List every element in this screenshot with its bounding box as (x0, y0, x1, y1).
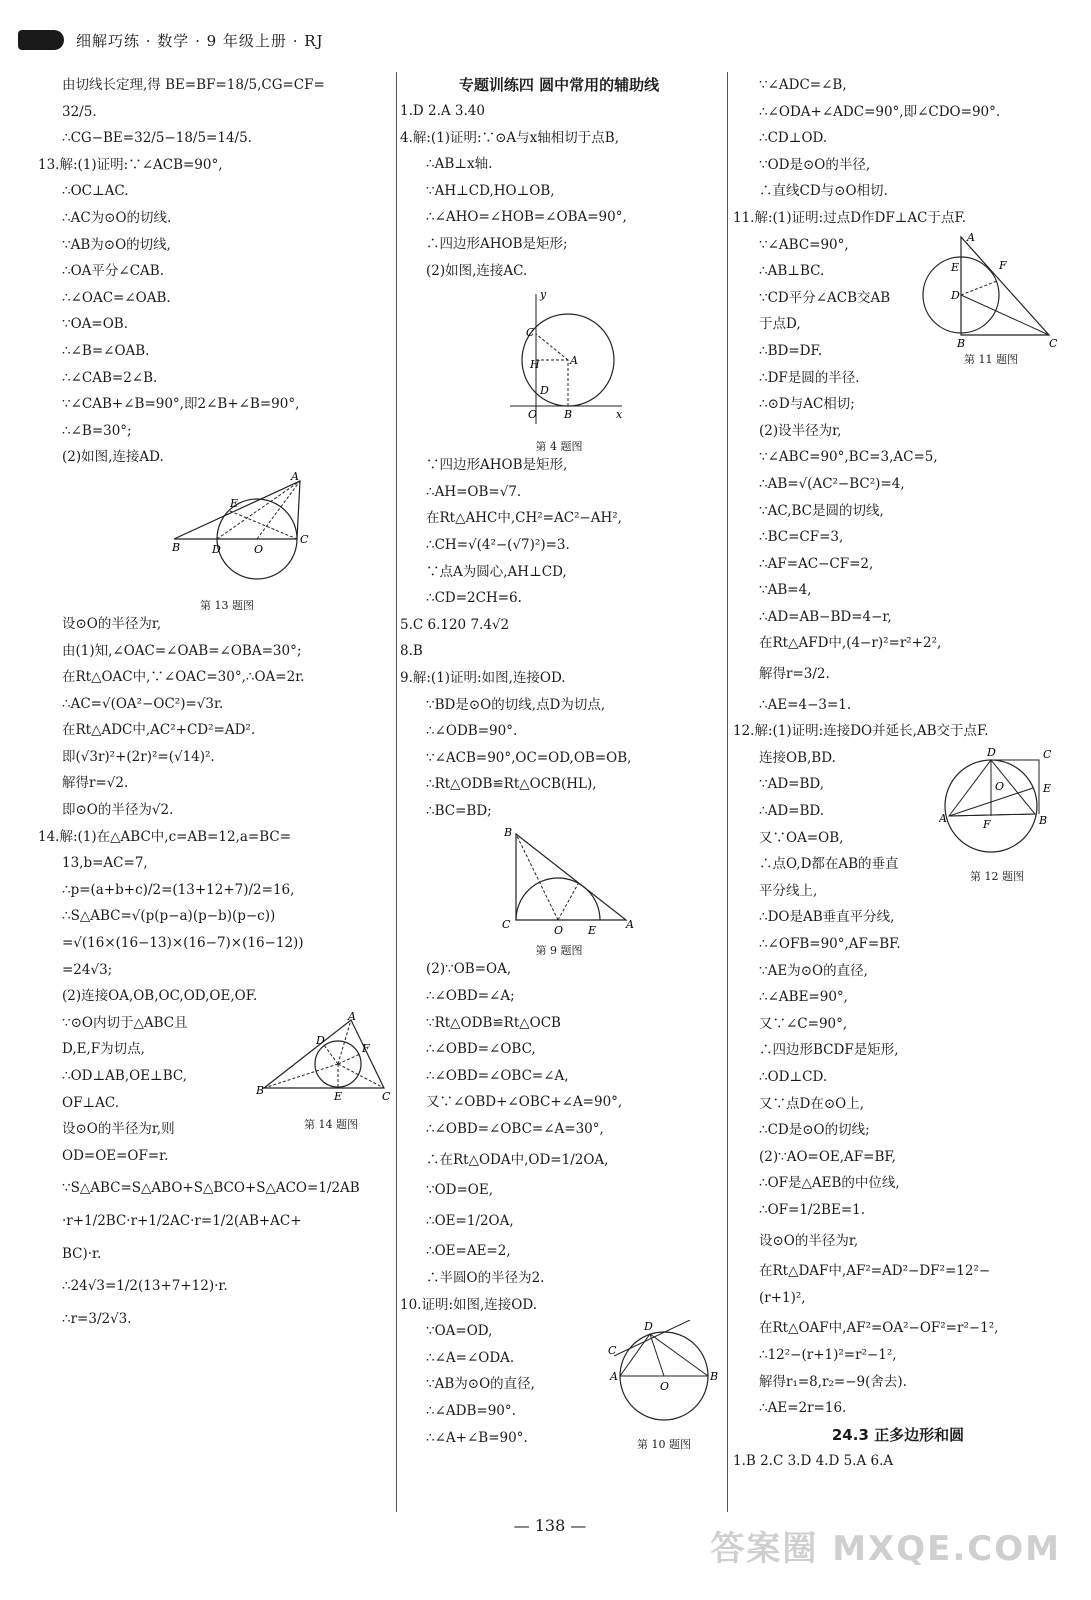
text-line: ∴BC=BD; (426, 802, 492, 819)
figure-10-diagram (600, 1320, 718, 1428)
text-line: ∴OC⊥AC. (62, 183, 129, 200)
text-line: ∴∠ODA+∠ADC=90°,即∠CDO=90°. (759, 103, 1001, 120)
figure-label: D (951, 288, 960, 302)
text-line: ∵点A为圆心,AH⊥CD, (426, 563, 567, 580)
text-line: ∴OF是△AEB的中位线, (759, 1175, 900, 1192)
text-line: 14.解:(1)在△ABC中,c=AB=12,a=BC= (38, 828, 292, 845)
text-line: ∴BD=DF. (759, 342, 823, 359)
header-title: 细解巧练 · 数学 · 9 年级上册 · RJ (76, 31, 324, 50)
figure-12-diagram (939, 744, 1063, 856)
text-line: ∵OD=OE, (426, 1182, 494, 1199)
figure-label: A (570, 354, 578, 368)
figure-label: O (528, 408, 538, 422)
text-line: ∴∠OBD=∠A; (426, 988, 515, 1005)
text-line: ∵OD是⊙O的半径, (759, 156, 871, 173)
text-line: ∵AB为⊙O的切线, (62, 236, 171, 253)
text-line: 在Rt△OAC中,∵∠OAC=30°,∴OA=2r. (62, 669, 305, 686)
text-line: ∴∠B=30°; (62, 422, 132, 439)
text-line: 又∵OA=OB, (759, 829, 844, 846)
text-line: 在Rt△OAF中,AF²=OA²−OF²=r²−1², (759, 1320, 999, 1337)
column-divider (396, 72, 397, 1512)
figure-label: A (939, 812, 947, 826)
problem-14-block (62, 1010, 392, 1143)
figure-4-diagram (400, 284, 718, 434)
figure-label: C (382, 1089, 391, 1103)
figure-label: F (983, 818, 991, 832)
header (18, 26, 324, 54)
text-line: =24√3; (62, 961, 113, 978)
figure-label: C (502, 918, 511, 932)
text-line: ∴DF是圆的半径. (759, 369, 860, 386)
figure-label: O (660, 1379, 670, 1393)
text-line: 又∵∠C=90°, (759, 1015, 848, 1032)
watermark: 答案圈 MXQE.COM (710, 1529, 1061, 1569)
figure-13-diagram (62, 471, 392, 593)
figure-caption: 第 4 题图 (535, 440, 583, 454)
text-line: ∴CH=√(4²−(√7)²)=3. (426, 536, 570, 553)
figure-label: D (212, 542, 221, 556)
column-1 (38, 72, 392, 1332)
text-line: ∵四边形AHOB是矩形, (426, 457, 568, 474)
text-line: ·r+1/2BC·r+1/2AC·r=1/2(AB+AC+ (62, 1212, 302, 1229)
figure-label: F (999, 258, 1007, 272)
text-line: ∴⊙D与AC相切; (759, 396, 855, 413)
text-line: ∴∠OFB=90°,AF=BF. (759, 936, 901, 952)
text-line: ∵AH⊥CD,HO⊥OB, (426, 182, 555, 199)
text-line: ∴AE=2r=16. (759, 1400, 847, 1417)
text-line: (2)如图,连接AD. (62, 449, 164, 466)
text-line: ∴∠OBD=∠OBC=∠A, (426, 1067, 569, 1084)
text-line: 于点D, (759, 316, 801, 333)
text-line: ∴24√3=1/2(13+7+12)·r. (62, 1278, 228, 1295)
text-line: 11.解:(1)证明:过点D作DF⊥AC于点F. (733, 209, 967, 226)
text-line: 设⊙O的半径为r,则 (62, 1121, 175, 1138)
figure-label: A (626, 918, 634, 932)
text-line: 13,b=AC=7, (62, 855, 148, 872)
figure-caption: 第 12 题图 (970, 870, 1024, 884)
text-line: (2)∵AO=OE,AF=BF, (759, 1148, 896, 1165)
text-line: 在Rt△ADC中,AC²+CD²=AD². (62, 722, 256, 739)
figure-4 (400, 284, 718, 452)
figure-label: D (987, 746, 996, 760)
text-line: ∴∠A+∠B=90°. (426, 1429, 528, 1446)
figure-label: O (995, 780, 1005, 794)
text-line: ∴∠CAB=2∠B. (62, 369, 158, 386)
text-line: ∴AH=OB=√7. (426, 483, 522, 500)
figure-label: D (316, 1033, 325, 1047)
text-line: ∵OA=OB. (62, 316, 128, 333)
page-number: — 138 — (513, 1516, 587, 1535)
text-line: ∵AB=4, (759, 582, 812, 599)
text-line: ∴∠B=∠OAB. (62, 342, 150, 359)
text-line: ∴AB⊥x轴. (426, 156, 493, 173)
text-line: ∴∠ABE=90°, (759, 989, 848, 1006)
text-line: ∴AD=AB−BD=4−r, (759, 608, 892, 625)
text-line: 在Rt△AFD中,(4−r)²=r²+2², (759, 635, 942, 652)
text-line: 平分线上, (759, 882, 818, 899)
text-line: ∴OE=AE=2, (426, 1243, 511, 1260)
problem-12-block (733, 718, 1063, 1144)
figure-label: E (1043, 782, 1052, 796)
text-line: 解得r₁=8,r₂=−9(舍去). (759, 1373, 907, 1390)
text-line: (2)∵OB=OA, (426, 961, 512, 978)
text-line: ∴AB⊥BC. (759, 263, 825, 280)
text-line: ∴r=3/2√3. (62, 1310, 132, 1327)
figure-14-diagram (256, 1012, 392, 1104)
text-line: ∴CD⊥OD. (759, 130, 828, 147)
text-line: 4.解:(1)证明:∵⊙A与x轴相切于点B, (400, 129, 619, 146)
figure-label: C (1049, 336, 1058, 350)
figure-label: B (710, 1369, 718, 1383)
text-line: ∵AC,BC是圆的切线, (759, 502, 884, 519)
text-line: ∴∠OBD=∠OBC, (426, 1041, 536, 1058)
text-line: 设⊙O的半径为r, (759, 1232, 859, 1249)
text-line: ∴四边形BCDF是矩形, (759, 1042, 899, 1059)
text-line: 设⊙O的半径为r, (62, 615, 162, 632)
text-line: ∴在Rt△ODA中,OD=1/2OA, (426, 1151, 609, 1168)
figure-label: B (504, 826, 513, 840)
figure-label: B (1039, 814, 1048, 828)
text-line: ∴OF=1/2BE=1. (759, 1201, 866, 1218)
text-line: ∵AB为⊙O的直径, (426, 1376, 535, 1393)
problem-10-block (400, 1292, 718, 1452)
figure-9 (400, 824, 718, 956)
text-line: 即⊙O的半径为√2. (62, 802, 174, 819)
figure-label: D (644, 1319, 653, 1333)
text-line: ∴点O,D都在AB的垂直 (759, 856, 899, 873)
text-line: ∵S△ABC=S△ABO+S△BCO+S△ACO=1/2AB (62, 1180, 360, 1197)
text-line: ∵OA=OD, (426, 1323, 493, 1340)
text-line: 12.解:(1)证明:连接DO并延长,AB交于点F. (733, 723, 989, 740)
figure-11-diagram (921, 233, 1061, 351)
text-line: 连接OB,BD. (759, 749, 836, 766)
text-line: BC)·r. (62, 1245, 102, 1262)
figure-label: A (348, 1011, 356, 1023)
figure-label: E (588, 924, 597, 938)
text-line: ∵BD是⊙O的切线,点D为切点, (426, 696, 606, 713)
figure-label: O (254, 542, 264, 556)
text-line: ∵∠ACB=90°,OC=OD,OB=OB, (426, 749, 632, 766)
text-line: ∴∠ODB=90°. (426, 723, 518, 740)
figure-label: x (616, 408, 623, 422)
text-line: ∴OD⊥AB,OE⊥BC, (62, 1068, 188, 1084)
text-line: ∴∠AHO=∠HOB=∠OBA=90°, (426, 209, 627, 226)
text-line: 又∵点D在⊙O上, (759, 1095, 864, 1112)
figure-label: C (1043, 748, 1052, 762)
text-line: (2)设半径为r, (759, 422, 842, 439)
header-tab (18, 30, 64, 50)
figure-label: A (967, 232, 975, 244)
figure-label: D (540, 384, 549, 398)
text-line: ∴CG−BE=32/5−18/5=14/5. (62, 130, 252, 147)
text-line: ∴CD是⊙O的切线; (759, 1122, 870, 1139)
text-line: ∴AD=BD. (759, 803, 825, 820)
text-line: 10.证明:如图,连接OD. (400, 1296, 538, 1313)
text-line: ∴直线CD与⊙O相切. (759, 183, 888, 200)
figure-9-diagram (400, 824, 718, 938)
text-line: ∵AE为⊙O的直径, (759, 962, 868, 979)
text-line: OD=OE=OF=r. (62, 1147, 169, 1164)
text-line: 在Rt△DAF中,AF²=AD²−DF²=12²− (759, 1263, 991, 1280)
column-2 (400, 72, 718, 1451)
text-line: ∴S△ABC=√(p(p−a)(p−b)(p−c)) (62, 908, 276, 925)
figure-label: E (951, 260, 960, 274)
column-3 (733, 72, 1063, 1474)
text-line: ∴∠ADB=90°. (426, 1402, 516, 1419)
figure-label: F (362, 1041, 370, 1055)
text-line: 即(√3r)²+(2r)²=(√14)². (62, 748, 215, 765)
text-line: ∴AC=√(OA²−OC²)=√3r. (62, 695, 224, 712)
text-line: ∴AB=√(AC²−BC²)=4, (759, 475, 905, 492)
problem-11-block (733, 205, 1063, 444)
text-line: ∵∠ABC=90°, (759, 236, 849, 253)
text-line: D,E,F为切点, (62, 1041, 145, 1058)
text-line: ∵∠CAB+∠B=90°,即2∠B+∠B=90°, (62, 396, 300, 413)
text-line: ∵CD平分∠ACB交AB (759, 289, 891, 306)
text-line: =√(16×(16−13)×(16−7)×(16−12)) (62, 935, 304, 952)
figure-caption: 第 11 题图 (964, 352, 1018, 366)
text-line: 又∵∠OBD+∠OBC+∠A=90°, (426, 1094, 623, 1111)
text-line: ∴OA平分∠CAB. (62, 263, 165, 280)
text-line: 由(1)知,∠OAC=∠OAB=∠OBA=30°; (62, 642, 302, 659)
text-line: ∵∠ADC=∠B, (759, 77, 847, 93)
text-line: 解得r=3/2. (759, 666, 830, 683)
text-line: ∴半圆O的半径为2. (426, 1270, 545, 1286)
figure-label: B (256, 1083, 265, 1097)
figure-label: B (172, 540, 181, 554)
figure-label: C (526, 326, 535, 340)
text-line: ∴AF=AC−CF=2, (759, 555, 874, 572)
text-line: OF⊥AC. (62, 1094, 120, 1111)
text-line: 8.B (400, 643, 423, 660)
column-divider (727, 72, 728, 1512)
figure-label: E (334, 1089, 343, 1103)
figure-label: H (530, 358, 540, 372)
text-line: 在Rt△AHC中,CH²=AC²−AH², (426, 510, 622, 527)
figure-label: C (608, 1343, 617, 1357)
text-line: ∴p=(a+b+c)/2=(13+12+7)/2=16, (62, 881, 295, 898)
text-line: ∴OD⊥CD. (759, 1068, 828, 1085)
text-line: ∴AE=4−3=1. (759, 696, 852, 713)
text-line: ∴BC=CF=3, (759, 529, 844, 546)
text-line: ∵Rt△ODB≌Rt△OCB (426, 1014, 561, 1031)
text-line: ∴∠OAC=∠OAB. (62, 289, 171, 306)
text-line: (2)如图,连接AC. (426, 262, 528, 279)
text-line: ∴四边形AHOB是矩形; (426, 235, 568, 252)
text-line: 5.C 6.120 7.4√2 (400, 616, 510, 633)
figure-label: A (610, 1369, 618, 1383)
text-line: 解得r=√2. (62, 775, 129, 792)
figure-label: E (230, 496, 239, 510)
text-line: ∴OE=1/2OA, (426, 1212, 514, 1229)
text-line: (r+1)², (759, 1289, 806, 1306)
text-line: ∴Rt△ODB≌Rt△OCB(HL), (426, 776, 597, 793)
text-line: ∴∠OBD=∠OBC=∠A=30°, (426, 1121, 604, 1138)
figure-label: O (554, 924, 564, 938)
figure-caption: 第 10 题图 (637, 1437, 691, 1451)
text-line: ∴CD=2CH=6. (426, 590, 522, 607)
text-line: ∴∠A=∠ODA. (426, 1349, 515, 1366)
figure-caption: 第 9 题图 (535, 944, 583, 958)
section-title: 24.3 正多边形和圆 (831, 1425, 965, 1444)
figure-caption: 第 13 题图 (200, 598, 254, 612)
figure-label: B (564, 408, 573, 422)
text-line: 13.解:(1)证明:∵∠ACB=90°, (38, 156, 223, 173)
figure-label: B (957, 336, 966, 350)
text-line: ∴AC为⊙O的切线. (62, 209, 172, 226)
text-line: ∴DO是AB垂直平分线, (759, 909, 895, 926)
text-line: 9.解:(1)证明:如图,连接OD. (400, 669, 566, 686)
text-line: 由切线长定理,得 BE=BF=18/5,CG=CF= (62, 77, 325, 93)
text-line: ∵AD=BD, (759, 776, 825, 793)
section-title: 专题训练四 圆中常用的辅助线 (458, 76, 660, 94)
figure-label: C (300, 532, 309, 546)
figure-label: y (540, 288, 547, 302)
text-line: ∵⊙O内切于△ABC且 (62, 1014, 188, 1031)
text-line: ∴12²−(r+1)²=r²−1², (759, 1346, 897, 1363)
text-line: 32/5. (62, 103, 97, 120)
text-line: (2)连接OA,OB,OC,OD,OE,OF. (62, 988, 258, 1005)
text-line: 1.D 2.A 3.40 (400, 103, 485, 119)
text-line: 1.B 2.C 3.D 4.D 5.A 6.A (733, 1452, 894, 1469)
figure-label: A (291, 470, 299, 483)
figure-13 (62, 471, 392, 611)
text-line: ∵∠ABC=90°,BC=3,AC=5, (759, 449, 938, 466)
figure-caption: 第 14 题图 (304, 1117, 358, 1131)
